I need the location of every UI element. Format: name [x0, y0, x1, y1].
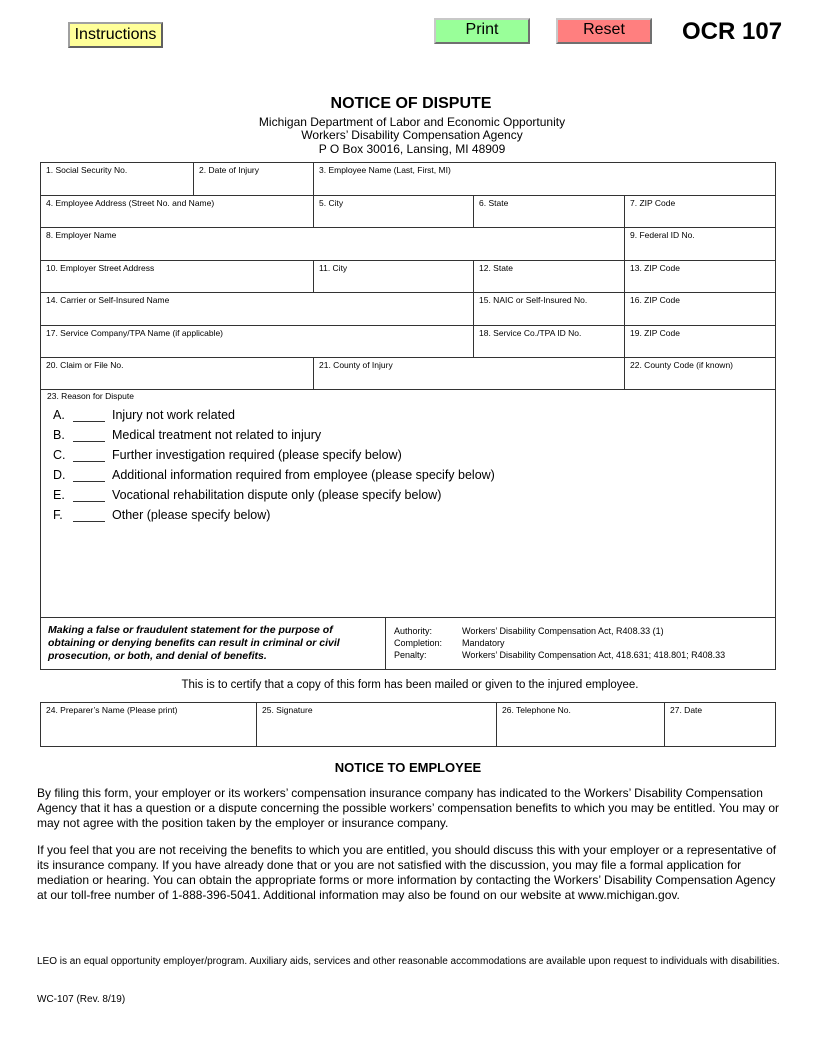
reason-letter: E.: [53, 488, 65, 502]
field-employee-address[interactable]: [41, 196, 314, 228]
field-claim-number[interactable]: [41, 358, 314, 390]
reason-blank[interactable]: [73, 441, 105, 442]
field-service-company-zip[interactable]: [625, 326, 776, 358]
notice-paragraph: If you feel that you are not receiving the benefits to which you are entitled, you should discuss this with your employer or a representative of its insurance company. If you have already done that or you are not satisfied with the discussion, you may file a formal application for mediation or hearing. You can obtain the appropriate forms or more information by contacting the Workers’ Disability Compensation Agency at our toll-free number of 1-888-396-5041. Additional information may also be found on our website at www.michigan.gov.: [37, 843, 777, 902]
eeo-statement: LEO is an equal opportunity employer/program. Auxiliary aids, services and other reasonable accommodations are available upon request to individuals with disabilities.: [37, 956, 780, 967]
reason-blank[interactable]: [73, 461, 105, 462]
reason-blank[interactable]: [73, 501, 105, 502]
notice-paragraph: By filing this form, your employer or its workers’ compensation insurance company has indicated to the Workers’ Disability Compensation Agency that it has a question or a dispute concerning the possible workers’ compensation benefits to which you may be entitled. You may or may not agree with the position taken by the employer or insurance company.: [37, 786, 779, 830]
authority-label: Authority:: [394, 626, 433, 636]
field-date-of-injury[interactable]: [194, 163, 314, 196]
field-label: 18. Service Co./TPA ID No.: [479, 328, 582, 338]
form-code: OCR 107: [682, 18, 783, 45]
field-label: 26. Telephone No.: [502, 705, 571, 715]
field-employee-name[interactable]: [314, 163, 776, 196]
field-date[interactable]: [665, 703, 775, 746]
fraud-warning: Making a false or fraudulent statement for the purpose of obtaining or denying benefits can result in criminal or civil prosecution, or both, and denial of benefits.: [48, 624, 340, 662]
notice-title: NOTICE TO EMPLOYEE: [334, 760, 482, 775]
field-label: 25. Signature: [262, 705, 313, 715]
field-service-company-id[interactable]: [474, 326, 625, 358]
field-label: 1. Social Security No.: [46, 165, 128, 175]
field-label: 11. City: [319, 263, 348, 273]
reason-text: Other (please specify below): [112, 508, 271, 522]
completion-value: Mandatory: [462, 638, 505, 648]
print-button[interactable]: Print: [434, 18, 530, 44]
certification-statement: This is to certify that a copy of this form has been mailed or given to the injured employee.: [181, 679, 639, 691]
field-employer-city[interactable]: [314, 261, 474, 293]
divider: [385, 618, 386, 669]
reason-text: Further investigation required (please specify below): [112, 448, 402, 462]
reason-text: Injury not work related: [112, 408, 235, 422]
reason-text: Vocational rehabilitation dispute only (please specify below): [112, 488, 442, 502]
field-carrier-name[interactable]: [41, 293, 474, 326]
field-county-code[interactable]: [625, 358, 776, 390]
field-employer-name[interactable]: [41, 228, 625, 261]
reason-letter: A.: [53, 408, 65, 422]
reason-for-dispute-section[interactable]: [40, 389, 776, 618]
page-title: NOTICE OF DISPUTE: [330, 95, 492, 112]
field-label: 21. County of Injury: [319, 360, 393, 370]
legal-notice-box: [40, 617, 776, 670]
field-label: 6. State: [479, 198, 509, 208]
field-label: 4. Employee Address (Street No. and Name): [46, 198, 215, 208]
field-label: 22. County Code (if known): [630, 360, 733, 370]
field-employer-zip[interactable]: [625, 261, 776, 293]
reason-letter: B.: [53, 428, 65, 442]
field-label: 7. ZIP Code: [630, 198, 676, 208]
field-label: 17. Service Company/TPA Name (if applicable): [46, 328, 224, 338]
completion-label: Completion:: [394, 638, 443, 648]
field-employee-city[interactable]: [314, 196, 474, 228]
field-employer-address[interactable]: [41, 261, 314, 293]
field-label: 10. Employer Street Address: [46, 263, 155, 273]
field-employer-state[interactable]: [474, 261, 625, 293]
field-label: 19. ZIP Code: [630, 328, 680, 338]
reason-blank[interactable]: [73, 481, 105, 482]
penalty-label: Penalty:: [394, 650, 427, 660]
field-social-security[interactable]: [41, 163, 194, 196]
reason-blank[interactable]: [73, 421, 105, 422]
employee-employer-grid: [40, 162, 776, 390]
field-label: 5. City: [319, 198, 344, 208]
field-label: 16. ZIP Code: [630, 295, 680, 305]
field-federal-id[interactable]: [625, 228, 776, 261]
reason-letter: C.: [53, 448, 66, 462]
field-county-of-injury[interactable]: [314, 358, 625, 390]
agency-name: Workers’ Disability Compensation Agency: [301, 128, 523, 142]
field-preparer-name[interactable]: [41, 703, 257, 746]
instructions-button[interactable]: Instructions: [68, 22, 163, 48]
field-carrier-zip[interactable]: [625, 293, 776, 326]
field-naic-number[interactable]: [474, 293, 625, 326]
reason-letter: F.: [53, 508, 63, 522]
field-label: 14. Carrier or Self-Insured Name: [46, 295, 170, 305]
field-label: 13. ZIP Code: [630, 263, 680, 273]
field-label: 2. Date of Injury: [199, 165, 260, 175]
reset-button[interactable]: Reset: [556, 18, 652, 44]
field-employee-zip[interactable]: [625, 196, 776, 228]
reason-text: Additional information required from employee (please specify below): [112, 468, 495, 482]
authority-value: Workers’ Disability Compensation Act, R408.33 (1): [462, 626, 664, 636]
field-label: 24. Preparer’s Name (Please print): [46, 705, 178, 715]
reason-blank[interactable]: [73, 521, 105, 522]
field-signature[interactable]: [257, 703, 497, 746]
reason-text: Medical treatment not related to injury: [112, 428, 322, 442]
agency-department: Michigan Department of Labor and Economic Opportunity: [258, 115, 566, 129]
field-label: 3. Employee Name (Last, First, MI): [319, 165, 451, 175]
preparer-section: [40, 702, 776, 747]
reason-letter: D.: [53, 468, 66, 482]
field-label: 12. State: [479, 263, 514, 273]
field-label: 27. Date: [670, 705, 703, 715]
field-service-company[interactable]: [41, 326, 474, 358]
reason-for-dispute-label: 23. Reason for Dispute: [47, 391, 134, 401]
field-employee-state[interactable]: [474, 196, 625, 228]
field-label: 20. Claim or File No.: [46, 360, 124, 370]
agency-address: P O Box 30016, Lansing, MI 48909: [318, 142, 506, 156]
field-telephone[interactable]: [497, 703, 665, 746]
field-label: 15. NAIC or Self-Insured No.: [479, 295, 588, 305]
field-label: 8. Employer Name: [46, 230, 117, 240]
form-revision: WC-107 (Rev. 8/19): [37, 994, 126, 1005]
field-label: 9. Federal ID No.: [630, 230, 695, 240]
penalty-value: Workers’ Disability Compensation Act, 418.631; 418.801; R408.33: [462, 650, 726, 660]
